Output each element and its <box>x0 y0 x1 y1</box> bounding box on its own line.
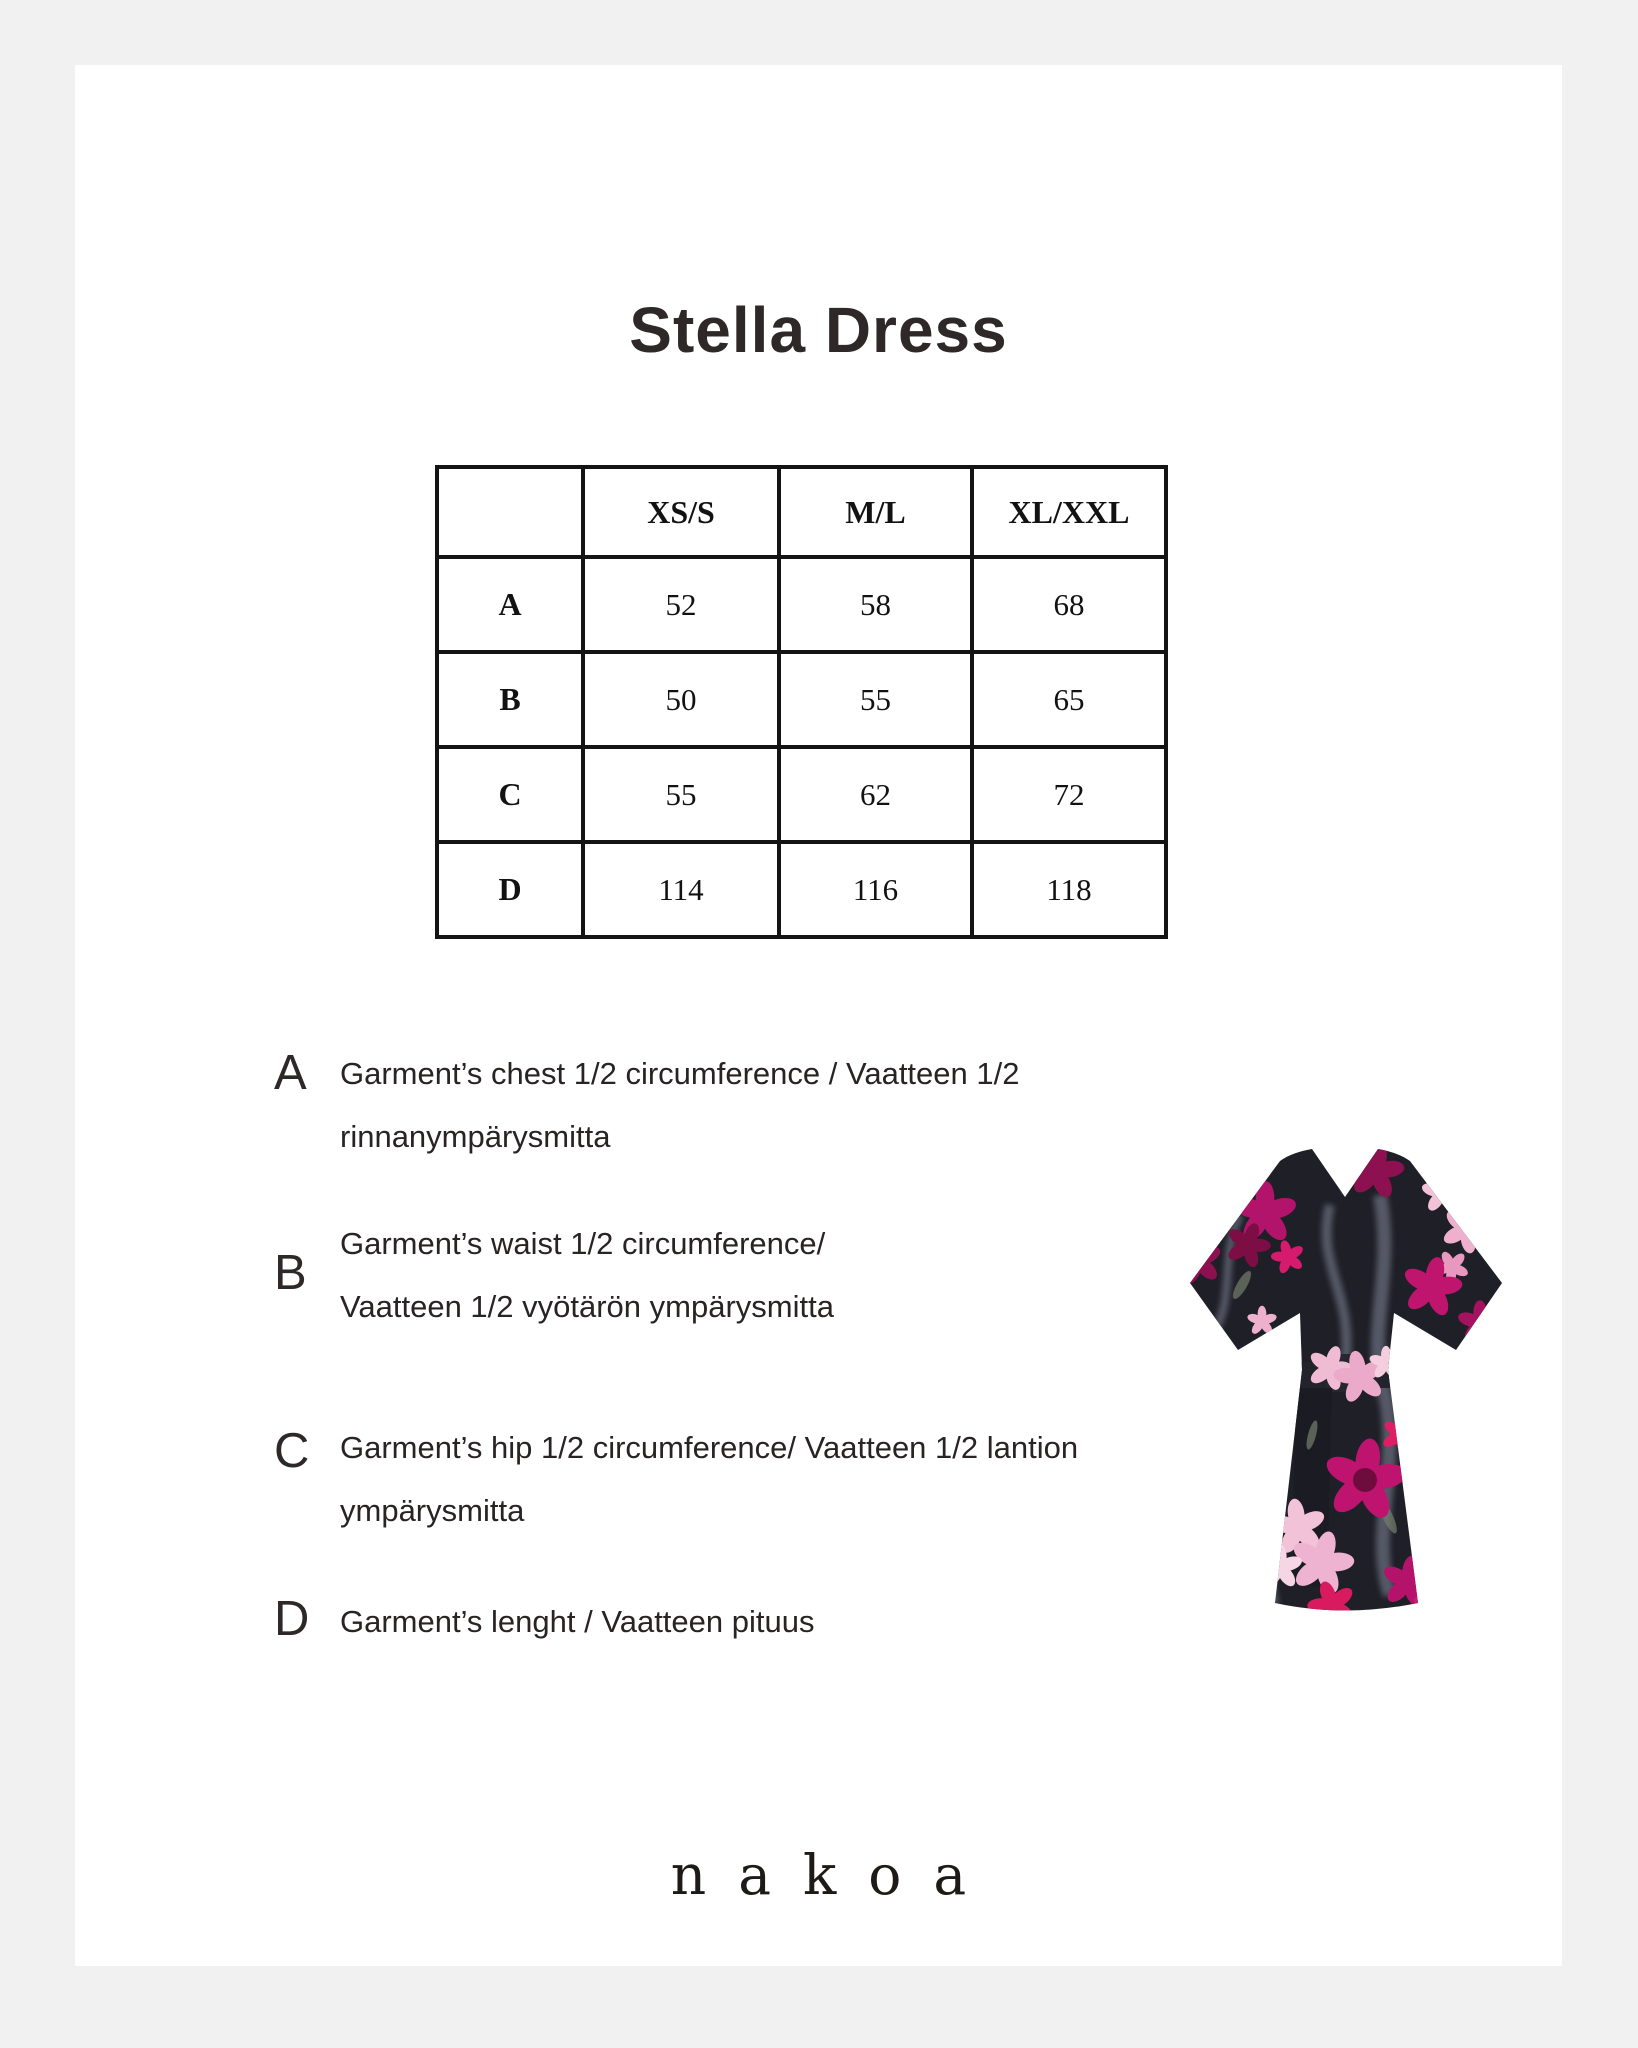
page-title: Stella Dress <box>629 293 1008 366</box>
legend-line: rinnanympärysmitta <box>340 1119 611 1154</box>
size-column-m-l: M/L <box>779 467 972 557</box>
cell-value: 114 <box>583 842 779 937</box>
legend-text-b <box>340 1212 834 1338</box>
size-table <box>435 465 1168 939</box>
legend-line: Garment’s waist 1/2 circumference/ <box>340 1226 826 1261</box>
cell-value: 52 <box>583 557 779 652</box>
legend-letter-a: A <box>274 1046 307 1100</box>
table-row-d <box>437 842 1166 937</box>
legend-line: Garment’s hip 1/2 circumference/ Vaatteen 1/2 lantion <box>340 1430 1079 1465</box>
cell-value: 55 <box>583 747 779 842</box>
size-column-xs-s: XS/S <box>583 467 779 557</box>
cell-value: 72 <box>972 747 1166 842</box>
cell-value: 118 <box>972 842 1166 937</box>
legend-letter-d: D <box>274 1592 310 1646</box>
legend-item-d <box>274 1590 814 1653</box>
row-label: B <box>437 652 583 747</box>
size-table-header-row <box>437 467 1166 557</box>
legend-text-c <box>340 1416 1078 1542</box>
legend-item-a <box>274 1042 1019 1168</box>
cell-value: 68 <box>972 557 1166 652</box>
legend-text-d <box>340 1590 814 1653</box>
table-row-a <box>437 557 1166 652</box>
brand-logo-text: nakoa <box>670 1843 999 1907</box>
legend-line: Vaatteen 1/2 vyötärön ympärysmitta <box>340 1289 834 1324</box>
legend-text-a <box>340 1042 1019 1168</box>
table-row-b <box>437 652 1166 747</box>
table-row-c <box>437 747 1166 842</box>
document-page <box>75 65 1562 1966</box>
cell-value: 50 <box>583 652 779 747</box>
legend-item-b <box>274 1212 834 1338</box>
floral-dress-illustration <box>1180 1135 1510 1635</box>
size-column-xl-xxl: XL/XXL <box>972 467 1166 557</box>
legend-line: Garment’s chest 1/2 circumference / Vaatteen 1/2 <box>340 1056 1020 1091</box>
cell-value: 116 <box>779 842 972 937</box>
row-label: A <box>437 557 583 652</box>
legend-line: ympärysmitta <box>340 1493 525 1528</box>
cell-value: 58 <box>779 557 972 652</box>
brand-logo <box>75 1843 1562 1907</box>
row-label: C <box>437 747 583 842</box>
size-table-corner-cell <box>437 467 583 557</box>
legend-letter-c: C <box>274 1424 310 1478</box>
row-label: D <box>437 842 583 937</box>
cell-value: 62 <box>779 747 972 842</box>
neck-label <box>1331 1148 1354 1175</box>
product-photo <box>1180 1135 1510 1635</box>
cell-value: 65 <box>972 652 1166 747</box>
legend-line: Garment’s lenght / Vaatteen pituus <box>340 1604 815 1639</box>
cell-value: 55 <box>779 652 972 747</box>
legend-item-c <box>274 1416 1078 1542</box>
legend-letter-b: B <box>274 1246 307 1300</box>
